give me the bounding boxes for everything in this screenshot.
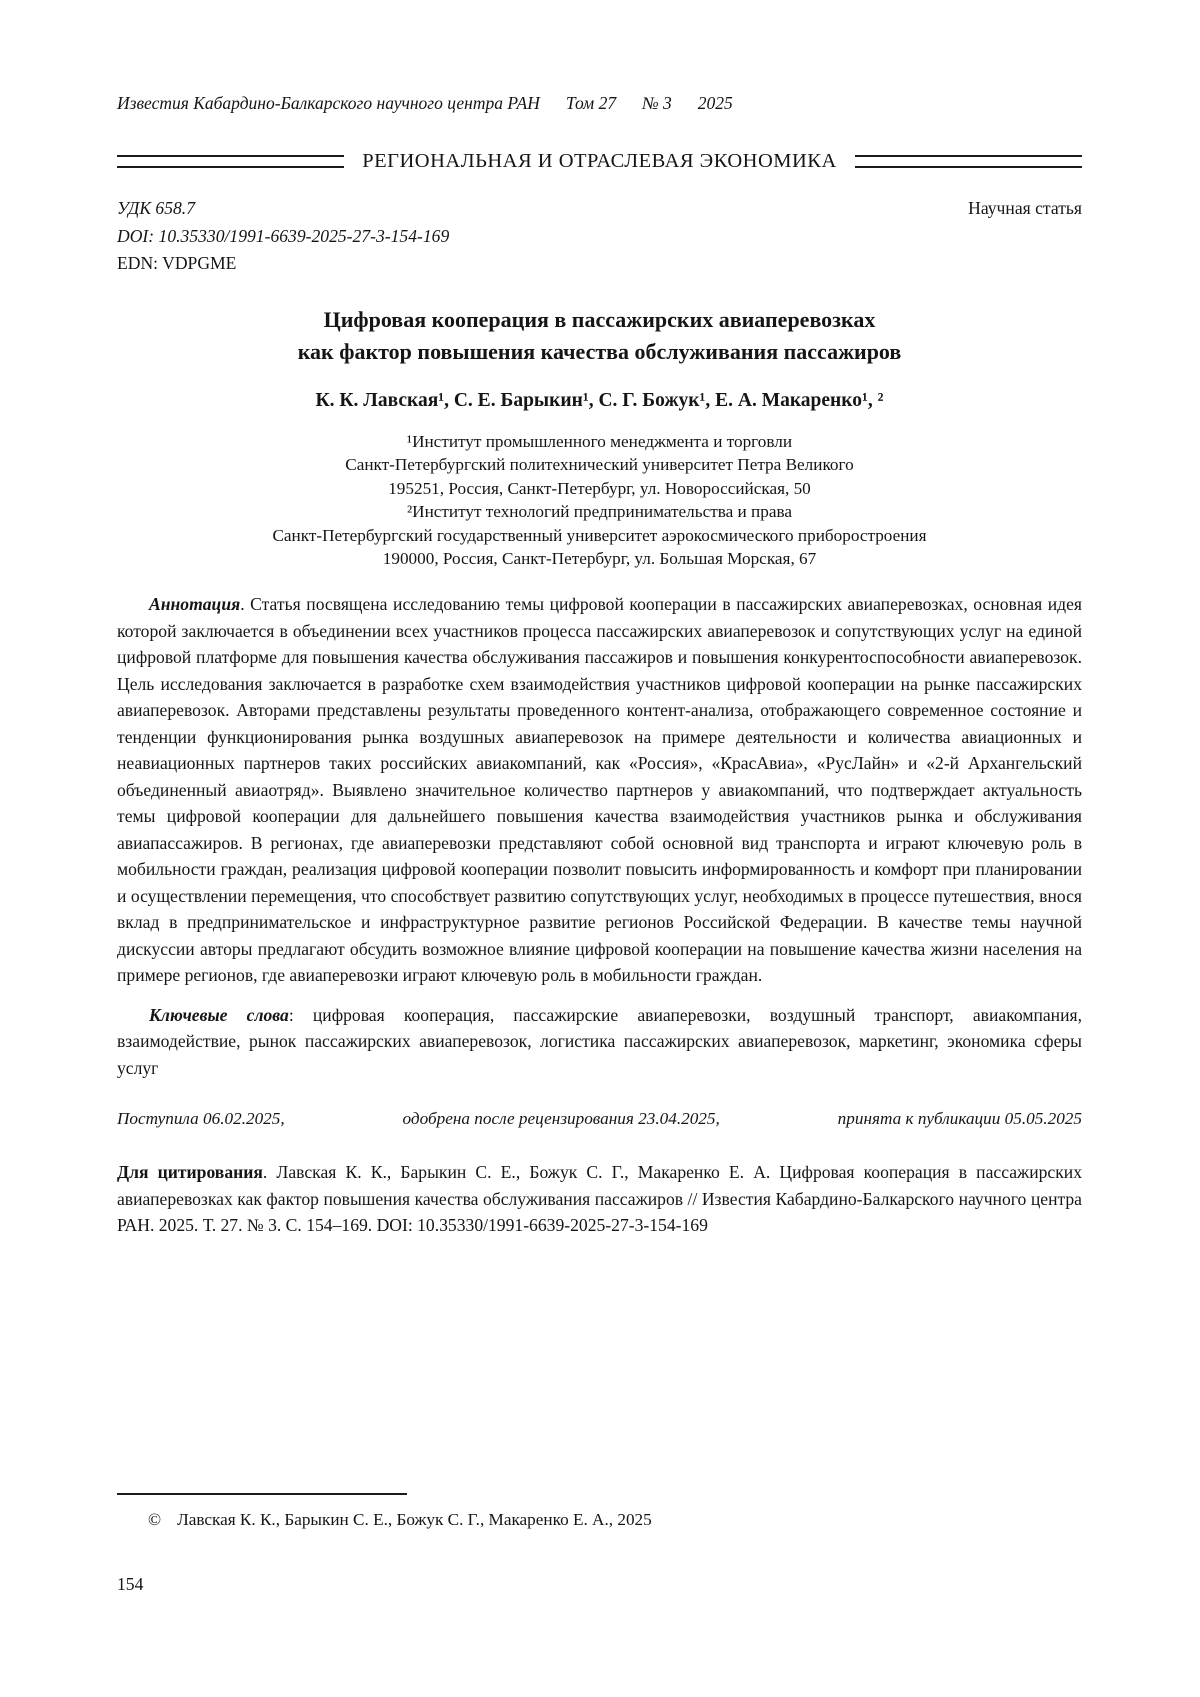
date-approved: одобрена после рецензирования 23.04.2025, bbox=[402, 1109, 720, 1129]
section-banner bbox=[117, 150, 1082, 173]
keywords-paragraph bbox=[117, 1002, 1082, 1082]
affiliation-line: ²Институт технологий предпринимательства и права bbox=[407, 502, 792, 522]
article-type-label: Научная статья bbox=[968, 198, 1082, 218]
copyright-text: Лавская К. К., Барыкин С. Е., Божук С. Г., Макаренко Е. А., 2025 bbox=[177, 1510, 652, 1529]
journal-year: 2025 bbox=[697, 93, 733, 113]
date-accepted: принята к публикации 05.05.2025 bbox=[837, 1109, 1082, 1129]
footnote-rule bbox=[117, 1493, 407, 1495]
meta-row-udk bbox=[117, 195, 1082, 223]
affiliation-line: 190000, Россия, Санкт-Петербург, ул. Большая Морская, 67 bbox=[382, 549, 817, 569]
affiliation-line: ¹Институт промышленного менеджмента и торговли bbox=[406, 431, 793, 451]
page-number: 154 bbox=[117, 1574, 144, 1594]
affiliation-line: Санкт-Петербургский государственный университет аэрокосмического приборостроения bbox=[272, 525, 927, 545]
copyright-symbol: © bbox=[148, 1510, 162, 1529]
article-title-line1: Цифровая кооперация в пассажирских авиаперевозках bbox=[323, 306, 876, 332]
affiliations-block bbox=[117, 430, 1082, 572]
journal-title: Известия Кабардино-Балкарского научного центра РАН bbox=[117, 93, 540, 113]
date-received: Поступила 06.02.2025, bbox=[117, 1109, 285, 1129]
abstract-text: . Статья посвящена исследованию темы цифровой кооперации в пассажирских авиаперевозках, основная идея которой заключается в объединении всех участников процесса пассажирских авиаперевозок и сопутствующих услуг на единой цифровой платформе для повышения качества обслуживания пассажиров и повышения конкурентоспособности авиаперевозок. Цель исследования заключается в разработке схем взаимодействия участников цифровой кооперации на рынке пассажирских авиаперевозок. Авторами представлены результаты проведенного контент-анализа, отображающего современное состояние и тенденции функционирования рынка воздушных авиаперевозок на примере деятельности и количества авиационных и неавиационных партнеров таких российских авиакомпаний, как «Россия», «КрасАвиа», «РусЛайн» и «2-й Архангельский объединенный авиаотряд». Выявлено значительное количество партнеров у авиакомпаний, что подтверждает актуальность темы цифровой кооперации для дальнейшего повышения качества взаимодействия участников рынка и обслуживания авиапассажиров. В регионах, где авиаперевозки представляют собой основной вид транспорта и играют ключевую роль в мобильности граждан, реализация цифровой кооперации позволит повысить информированность и комфорт при планировании и осуществлении перемещения, что способствует развитию сопутствующих услуг, необходимых в процессе путешествия, внося вклад в предпринимательское и инфраструктурное развитие регионов Российской Федерации. В качестве темы научной дискуссии авторы предлагают обсудить возможное влияние цифровой кооперации на повышение качества жизни населения на примере регионов, где авиаперевозки играют ключевую роль в мобильности граждан. bbox=[117, 594, 1082, 986]
article-title bbox=[117, 304, 1082, 368]
section-banner-title: РЕГИОНАЛЬНАЯ И ОТРАСЛЕВАЯ ЭКОНОМИКА bbox=[362, 150, 837, 172]
affiliation-line: 195251, Россия, Санкт-Петербург, ул. Новороссийская, 50 bbox=[388, 478, 811, 498]
doi-line: DOI: 10.35330/1991-6639-2025-27-3-154-169 bbox=[117, 225, 450, 246]
journal-volume: Том 27 bbox=[565, 93, 617, 113]
dates-line bbox=[117, 1107, 1082, 1131]
citation-paragraph bbox=[117, 1159, 1082, 1239]
journal-header bbox=[117, 92, 1082, 114]
citation-label: Для цитирования bbox=[117, 1162, 263, 1183]
affiliation-line: Санкт-Петербургский политехнический университет Петра Великого bbox=[345, 455, 854, 475]
edn-line: EDN: VDPGME bbox=[117, 253, 237, 273]
udk-code: УДК 658.7 bbox=[117, 198, 195, 218]
banner-double-rule-left bbox=[117, 155, 344, 168]
abstract-label: Аннотация bbox=[149, 594, 241, 615]
article-title-line2: как фактор повышения качества обслуживания пассажиров bbox=[297, 338, 902, 364]
keywords-label: Ключевые слова bbox=[149, 1004, 289, 1025]
authors-line: К. К. Лавская¹, С. Е. Барыкин¹, С. Г. Божук¹, Е. А. Макаренко¹, ² bbox=[315, 389, 884, 411]
abstract-paragraph bbox=[117, 591, 1082, 989]
journal-issue: № 3 bbox=[642, 93, 672, 113]
citation-text: . Лавская К. К., Барыкин С. Е., Божук С. Г., Макаренко Е. А. Цифровая кооперация в пассажирских авиаперевозках как фактор повышения качества обслуживания пассажиров // Известия Кабардино-Балкарского научного центра РАН. 2025. Т. 27. № 3. С. 154–169. DOI: 10.35330/1991-6639-2025-27-3-154-169 bbox=[117, 1162, 1082, 1236]
keywords-text: : цифровая кооперация, пассажирские авиаперевозки, воздушный транспорт, авиакомпания, взаимодействие, рынок пассажирских авиаперевозок, логистика пассажирских авиаперевозок, маркетинг, экономика сферы услуг bbox=[117, 1004, 1082, 1078]
article-meta bbox=[117, 195, 1082, 278]
banner-double-rule-right bbox=[855, 155, 1082, 168]
copyright-line bbox=[148, 1508, 652, 1532]
